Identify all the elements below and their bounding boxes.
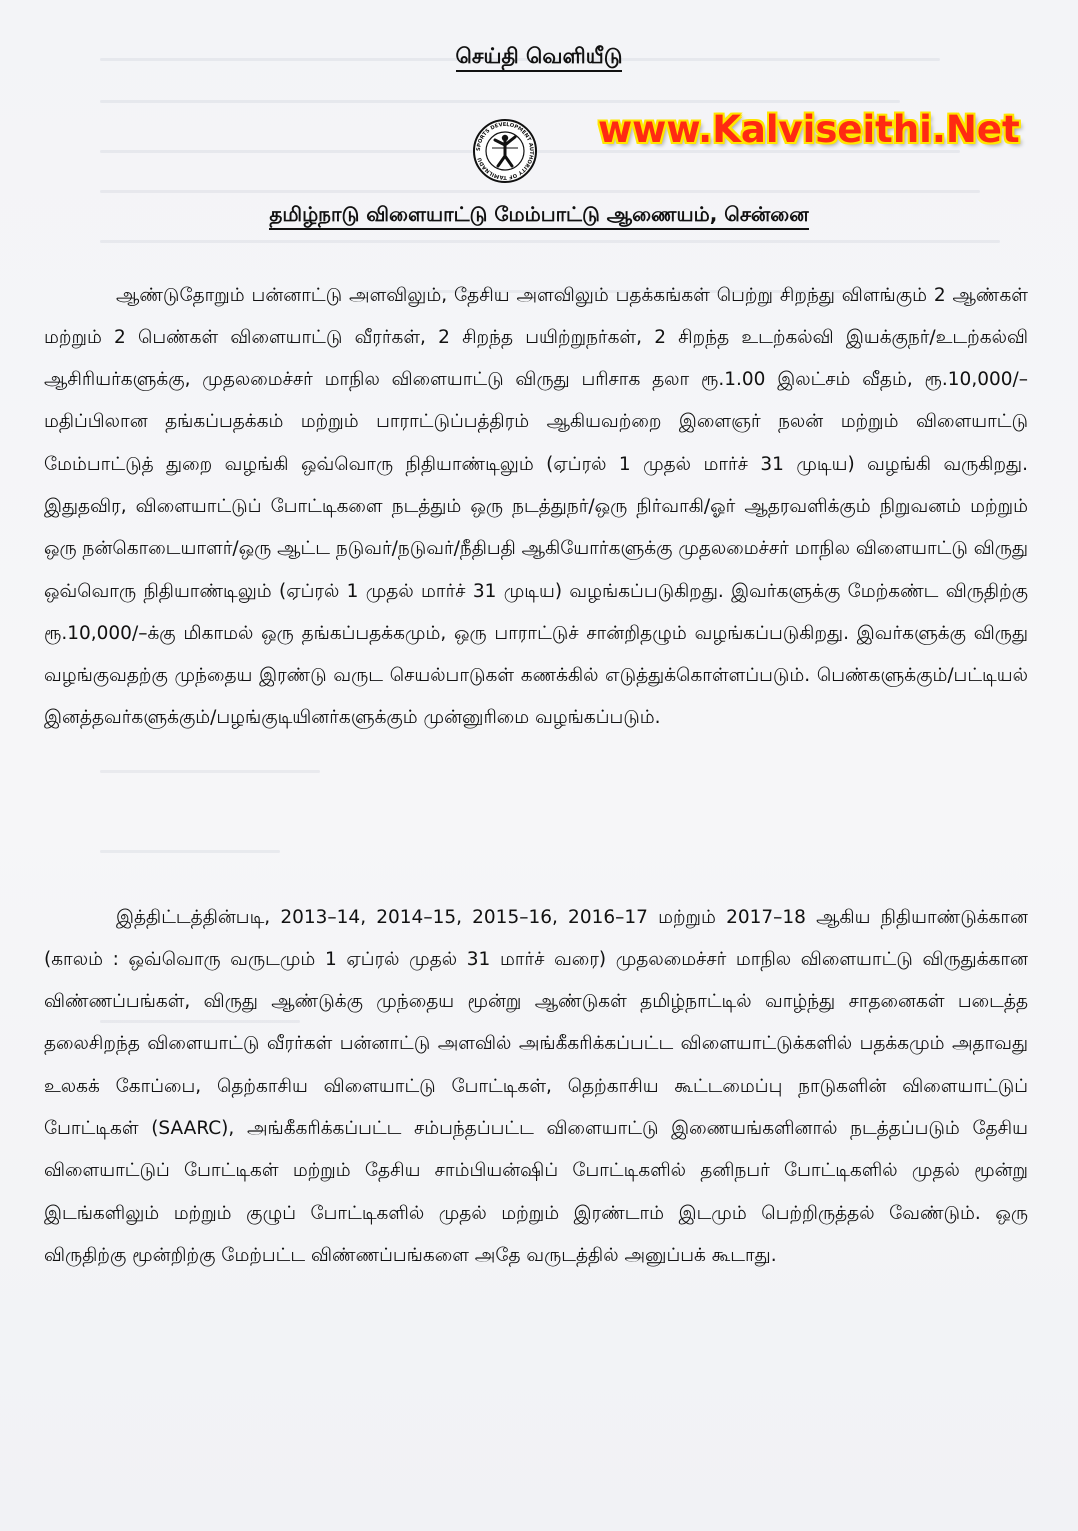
- bleed-line: [100, 190, 980, 193]
- watermark-text: www.Kalviseithi.Net: [598, 108, 1020, 151]
- bleed-line: [100, 770, 320, 773]
- sdat-logo: [472, 118, 538, 184]
- paragraph-1: ஆண்டுதோறும் பன்னாட்டு அளவிலும், தேசிய அளவிலும் பதக்கங்கள் பெற்று சிறந்து விளங்கும் 2 ஆண்கள் மற்றும் 2 பெண்கள் விளையாட்டு வீரர்கள், 2 சிறந்த பயிற்றுநர்கள், 2 சிறந்த உடற்கல்வி இயக்குநர்/உடற்கல்வி ஆசிரியர்களுக்கு, முதலமைச்சர் மாநில விளையாட்டு விருது பரிசாக தலா ரூ.1.00 இலட்சம் வீதம், ரூ.10,000/– மதிப்பிலான தங்கப்பதக்கம் மற்றும் பாராட்டுப்பத்திரம் ஆகியவற்றை இளைஞர் நலன் மற்றும் விளையாட்டு மேம்பாட்டுத் துறை வழங்கி ஒவ்வொரு நிதியாண்டிலும் (ஏப்ரல் 1 முதல் மார்ச் 31 முடிய) வழங்கி வருகிறது. இதுதவிர, விளையாட்டுப் போட்டிகளை நடத்தும் ஒரு நடத்துநர்/ஒரு நிர்வாகி/ஓர் ஆதரவளிக்கும் நிறுவனம் மற்றும் ஒரு நன்கொடையாளர்/ஒரு ஆட்ட நடுவர்/நடுவர்/நீதிபதி ஆகியோர்களுக்கு முதலமைச்சர் மாநில விளையாட்டு விருது ஒவ்வொரு நிதியாண்டிலும் (ஏப்ரல் 1 முதல் மார்ச் 31 முடிய) வழங்கப்படுகிறது. இவர்களுக்கு மேற்கண்ட விருதிற்கு ரூ.10,000/–க்கு மிகாமல் ஒரு தங்கப்பதக்கமும், ஒரு பாராட்டுச் சான்றிதழும் வழங்கப்படுகிறது. இவர்களுக்கு விருது வழங்குவதற்கு முந்தைய இரண்டு வருட செயல்பாடுகள் கணக்கில் எடுத்துக்கொள்ளப்படும். பெண்களுக்கும்/பட்டியல் இனத்தவர்களுக்கும்/பழங்குடியினர்களுக்கும் முன்னுரிமை வழங்கப்படும்.: [44, 284, 1028, 729]
- release-heading: செய்தி வெளியீடு: [0, 44, 1078, 71]
- bleed-line: [100, 240, 1000, 243]
- bleed-line: [100, 100, 900, 103]
- svg-text:SPORTS DEVELOPMENT AUTHORITY O: SPORTS DEVELOPMENT AUTHORITY OF TAMILNADU: [475, 121, 535, 181]
- bleed-line: [100, 850, 280, 853]
- paragraph-2: இத்திட்டத்தின்படி, 2013–14, 2014–15, 2015–16, 2016–17 மற்றும் 2017–18 ஆகிய நிதியாண்டுக்கான (காலம் : ஒவ்வொரு வருடமும் 1 ஏப்ரல் முதல் 31 மார்ச் வரை) முதலமைச்சர் மாநில விளையாட்டு விருதுக்கான விண்ணப்பங்கள், விருது ஆண்டுக்கு முந்தைய மூன்று ஆண்டுகள் தமிழ்நாட்டில் வாழ்ந்து சாதனைகள் படைத்த தலைசிறந்த விளையாட்டு வீரர்கள் பன்னாட்டு அளவில் அங்கீகரிக்கப்பட்ட விளையாட்டுக்களில் பதக்கமும் அதாவது உலகக் கோப்பை, தெற்காசிய விளையாட்டு போட்டிகள், தெற்காசிய கூட்டமைப்பு நாடுகளின் விளையாட்டுப் போட்டிகள் (SAARC), அங்கீகரிக்கப்பட்ட சம்பந்தப்பட்ட விளையாட்டு இணையங்களினால் நடத்தப்படும் தேசிய விளையாட்டுப் போட்டிகள் மற்றும் தேசிய சாம்பியன்ஷிப் போட்டிகளில் தனிநபர் போட்டிகளில் முதல் மூன்று இடங்களிலும் மற்றும் குழுப் போட்டிகளில் முதல் மற்றும் இரண்டாம் இடமும் பெற்றிருத்தல் வேண்டும். ஒரு விருதிற்கு மூன்றிற்கு மேற்பட்ட விண்ணப்பங்களை அதே வருடத்தில் அனுப்பக் கூடாது.: [44, 906, 1028, 1266]
- organization-title: தமிழ்நாடு விளையாட்டு மேம்பாட்டு ஆணையம், சென்னை: [0, 202, 1078, 229]
